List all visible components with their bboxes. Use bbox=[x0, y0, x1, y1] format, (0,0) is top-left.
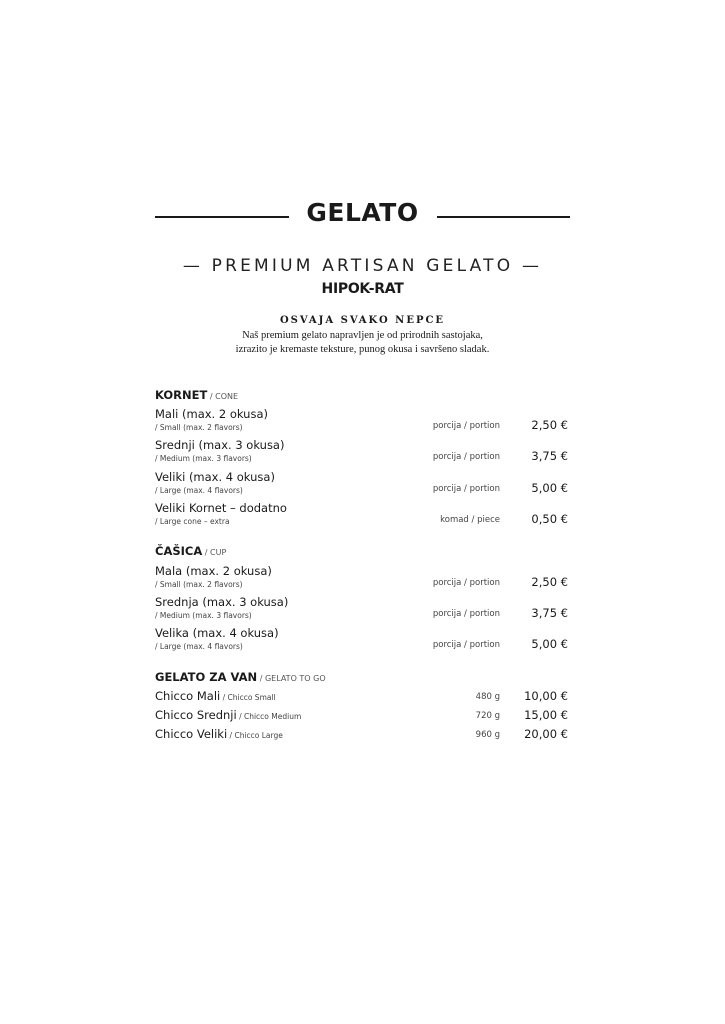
menu-item bbox=[155, 727, 568, 743]
item-name: Veliki (max. 4 okusa) bbox=[155, 470, 275, 484]
item-price: 0,50 € bbox=[531, 512, 568, 526]
section-heading-kornet bbox=[155, 388, 238, 402]
menu-item bbox=[155, 626, 568, 656]
item-name-en: / Chicco Large bbox=[227, 731, 283, 740]
item-name-group bbox=[155, 727, 283, 741]
item-unit: porcija / portion bbox=[432, 452, 500, 462]
item-price: 3,75 € bbox=[531, 449, 568, 463]
item-name-en: / Small (max. 2 flavors) bbox=[155, 580, 243, 589]
item-price: 5,00 € bbox=[531, 481, 568, 495]
section-title: ČAŠICA bbox=[155, 544, 203, 558]
item-name-en: / Chicco Small bbox=[220, 693, 276, 702]
section-subtitle: / GELATO TO GO bbox=[257, 674, 326, 683]
item-name: Srednji (max. 3 okusa) bbox=[155, 438, 285, 452]
item-weight: 720 g bbox=[475, 711, 500, 721]
description bbox=[0, 329, 725, 357]
item-price: 2,50 € bbox=[531, 418, 568, 432]
item-weight: 480 g bbox=[475, 692, 500, 702]
item-name-group bbox=[155, 708, 301, 722]
item-name: Velika (max. 4 okusa) bbox=[155, 626, 279, 640]
menu-item bbox=[155, 595, 568, 625]
item-name-en: / Chicco Medium bbox=[236, 712, 302, 721]
item-price: 15,00 € bbox=[524, 708, 568, 722]
item-price: 3,75 € bbox=[531, 606, 568, 620]
item-name-en: / Medium (max. 3 flavors) bbox=[155, 611, 252, 620]
item-unit: porcija / portion bbox=[432, 421, 500, 431]
section-title: GELATO ZA VAN bbox=[155, 670, 258, 684]
section-title: KORNET bbox=[155, 388, 208, 402]
menu-item bbox=[155, 470, 568, 500]
menu-item bbox=[155, 438, 568, 468]
item-name: Mala (max. 2 okusa) bbox=[155, 564, 272, 578]
item-weight: 960 g bbox=[475, 730, 500, 740]
page-subtitle: — PREMIUM ARTISAN GELATO — bbox=[182, 256, 543, 276]
menu-item bbox=[155, 708, 568, 724]
description-line-2: izrazito je kremaste teksture, punog okusa i savršeno sladak. bbox=[235, 344, 490, 355]
item-name-en: / Large cone – extra bbox=[155, 517, 230, 526]
item-name: Chicco Veliki bbox=[155, 727, 228, 741]
menu-item bbox=[155, 689, 568, 705]
item-name: Mali (max. 2 okusa) bbox=[155, 407, 268, 421]
item-unit: porcija / portion bbox=[432, 640, 500, 650]
item-price: 2,50 € bbox=[531, 575, 568, 589]
item-name-en: / Medium (max. 3 flavors) bbox=[155, 454, 252, 463]
tagline: OSVAJA SVAKO NEPCE bbox=[279, 315, 446, 326]
item-name: Chicco Mali bbox=[155, 689, 221, 703]
item-price: 20,00 € bbox=[524, 727, 568, 741]
item-unit: porcija / portion bbox=[432, 609, 500, 619]
item-name-en: / Small (max. 2 flavors) bbox=[155, 423, 243, 432]
item-unit: porcija / portion bbox=[432, 484, 500, 494]
section-heading-casica bbox=[155, 544, 226, 558]
brand-logo: HIPOK-RAT bbox=[321, 281, 404, 297]
description-line-1: Naš premium gelato napravljen je od prirodnih sastojaka, bbox=[242, 330, 483, 341]
menu-item bbox=[155, 407, 568, 437]
menu-item bbox=[155, 564, 568, 594]
item-name: Srednja (max. 3 okusa) bbox=[155, 595, 289, 609]
menu-item bbox=[155, 501, 568, 531]
item-price: 5,00 € bbox=[531, 637, 568, 651]
item-price: 10,00 € bbox=[524, 689, 568, 703]
item-name-en: / Large (max. 4 flavors) bbox=[155, 642, 243, 651]
section-subtitle: / CUP bbox=[202, 548, 227, 557]
item-name-group bbox=[155, 689, 276, 703]
item-unit: porcija / portion bbox=[432, 578, 500, 588]
section-subtitle: / CONE bbox=[207, 392, 239, 401]
item-name: Veliki Kornet – dodatno bbox=[155, 501, 287, 515]
title-rule-right bbox=[437, 216, 570, 218]
item-name: Chicco Srednji bbox=[155, 708, 237, 722]
page-title: GELATO bbox=[306, 198, 419, 227]
section-heading-gelato-za-van bbox=[155, 670, 326, 684]
item-unit: komad / piece bbox=[440, 515, 500, 525]
item-name-en: / Large (max. 4 flavors) bbox=[155, 486, 243, 495]
